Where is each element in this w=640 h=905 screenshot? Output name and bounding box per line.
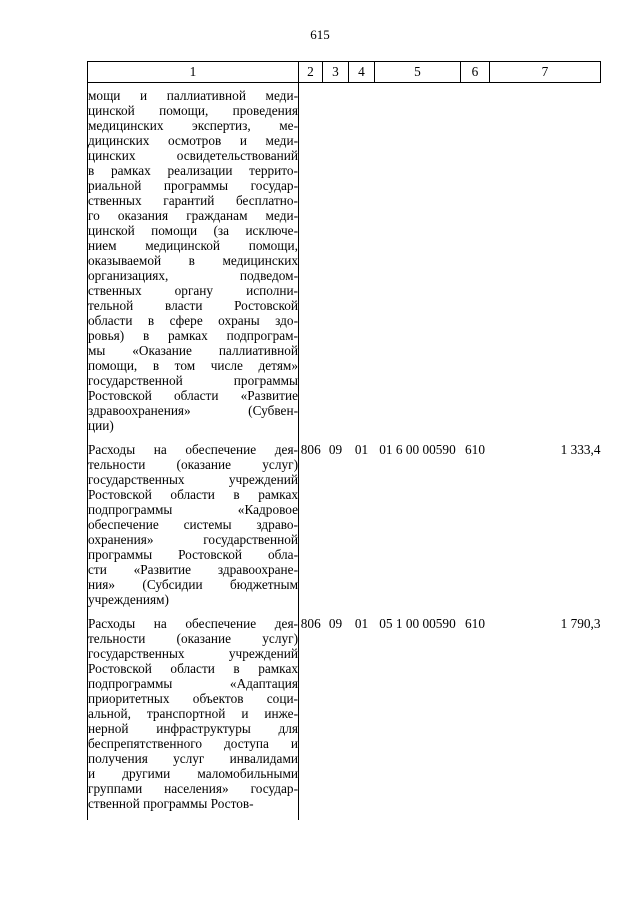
- table-row: [88, 83, 601, 443]
- description-line: обеспечение системы здраво-: [88, 517, 298, 532]
- description-line: мы «Оказание паллиативной: [88, 343, 298, 358]
- description-line: государственных учреждений: [88, 646, 298, 661]
- amount-value: [490, 83, 601, 443]
- description-line: Расходы на обеспечение дея-: [88, 442, 298, 457]
- subsection-code: 01: [354, 616, 369, 631]
- description-line: группами населения» государ-: [88, 781, 298, 796]
- description-line: охранения» государственной: [88, 532, 298, 547]
- description-line: ния» (Субсидии бюджетным: [88, 577, 298, 592]
- description-line: программы Ростовской обла-: [88, 547, 298, 562]
- description-line: тельности (оказание услуг): [88, 457, 298, 472]
- section-code: 09: [328, 442, 343, 457]
- target-article-code: [375, 83, 461, 443]
- description-line: тельной власти Ростовской: [88, 298, 298, 313]
- description-line: организациях, подведом-: [88, 268, 298, 283]
- description-line: приоритетных объектов соци-: [88, 691, 298, 706]
- description-line: Ростовской области «Развитие: [88, 388, 298, 403]
- description-line: альной, транспортной и инже-: [88, 706, 298, 721]
- description-line: цинской помощи (за исключе-: [88, 223, 298, 238]
- table-row: [88, 616, 601, 820]
- header-col-1: 1: [88, 62, 299, 83]
- description-line: дицинских осмотров и меди-: [88, 133, 298, 148]
- description-line: получения услуг инвалидами: [88, 751, 298, 766]
- description-line: ственных органу исполни-: [88, 283, 298, 298]
- table-row: [88, 442, 601, 616]
- description-line: го оказания гражданам меди-: [88, 208, 298, 223]
- amount-value: 1 333,4: [560, 442, 601, 457]
- header-col-6: 6: [461, 62, 490, 83]
- page-number: 615: [310, 27, 330, 42]
- section-code: 09: [328, 616, 343, 631]
- expense-type-code: [461, 83, 490, 443]
- description-line: Ростовской области в рамках: [88, 661, 298, 676]
- description-line: здравоохранения» (Субвен-: [88, 403, 298, 418]
- description-line: помощи, в том числе детям»: [88, 358, 298, 373]
- ministry-code: [299, 83, 323, 443]
- description-line: мощи и паллиативной меди-: [88, 88, 298, 103]
- description-line: нием медицинской помощи,: [88, 238, 298, 253]
- description-line: сти «Развитие здравоохране-: [88, 562, 298, 577]
- subsection-code: [349, 83, 375, 443]
- target-article-code: 05 1 00 00590: [379, 616, 456, 631]
- description-line: цинской помощи, проведения: [88, 103, 298, 118]
- target-article-code: 01 6 00 00590: [379, 442, 456, 457]
- description-line: подпрограммы «Адаптация: [88, 676, 298, 691]
- description-line: медицинских экспертиз, ме-: [88, 118, 298, 133]
- description-line: государственной программы: [88, 373, 298, 388]
- description-line: государственных учреждений: [88, 472, 298, 487]
- description-line: ции): [88, 418, 114, 433]
- expense-type-code: 610: [465, 616, 485, 631]
- budget-table: [87, 61, 601, 820]
- description-line: ровья) в рамках подпрограм-: [88, 328, 298, 343]
- subsection-code: 01: [354, 442, 369, 457]
- header-col-4: 4: [349, 62, 375, 83]
- description-line: риальной программы государ-: [88, 178, 298, 193]
- description-line: цинских освидетельствований: [88, 148, 298, 163]
- description-line: нерной инфраструктуры для: [88, 721, 298, 736]
- expense-type-code: 610: [465, 442, 485, 457]
- description-line: тельности (оказание услуг): [88, 631, 298, 646]
- description-line: учреждениям): [88, 592, 169, 607]
- description-line: ственных гарантий бесплатно-: [88, 193, 298, 208]
- ministry-code: 806: [300, 442, 321, 457]
- description-line: Ростовской области в рамках: [88, 487, 298, 502]
- description-line: оказываемой в медицинских: [88, 253, 298, 268]
- header-col-5: 5: [375, 62, 461, 83]
- header-col-2: 2: [299, 62, 323, 83]
- header-col-3: 3: [323, 62, 349, 83]
- description-line: ственной программы Ростов-: [88, 796, 254, 811]
- row-description: [88, 616, 299, 820]
- header-row: [88, 62, 601, 83]
- amount-value: 1 790,3: [560, 616, 601, 631]
- description-line: беспрепятственного доступа и: [88, 736, 298, 751]
- row-description: [88, 83, 299, 443]
- description-line: подпрограммы «Кадровое: [88, 502, 298, 517]
- description-line: в рамках реализации террито-: [88, 163, 298, 178]
- ministry-code: 806: [300, 616, 321, 631]
- row-description: [88, 442, 299, 616]
- description-line: Расходы на обеспечение дея-: [88, 616, 298, 631]
- header-col-7: 7: [490, 62, 601, 83]
- description-line: области в сфере охраны здо-: [88, 313, 298, 328]
- section-code: [323, 83, 349, 443]
- description-line: и другими маломобильными: [88, 766, 298, 781]
